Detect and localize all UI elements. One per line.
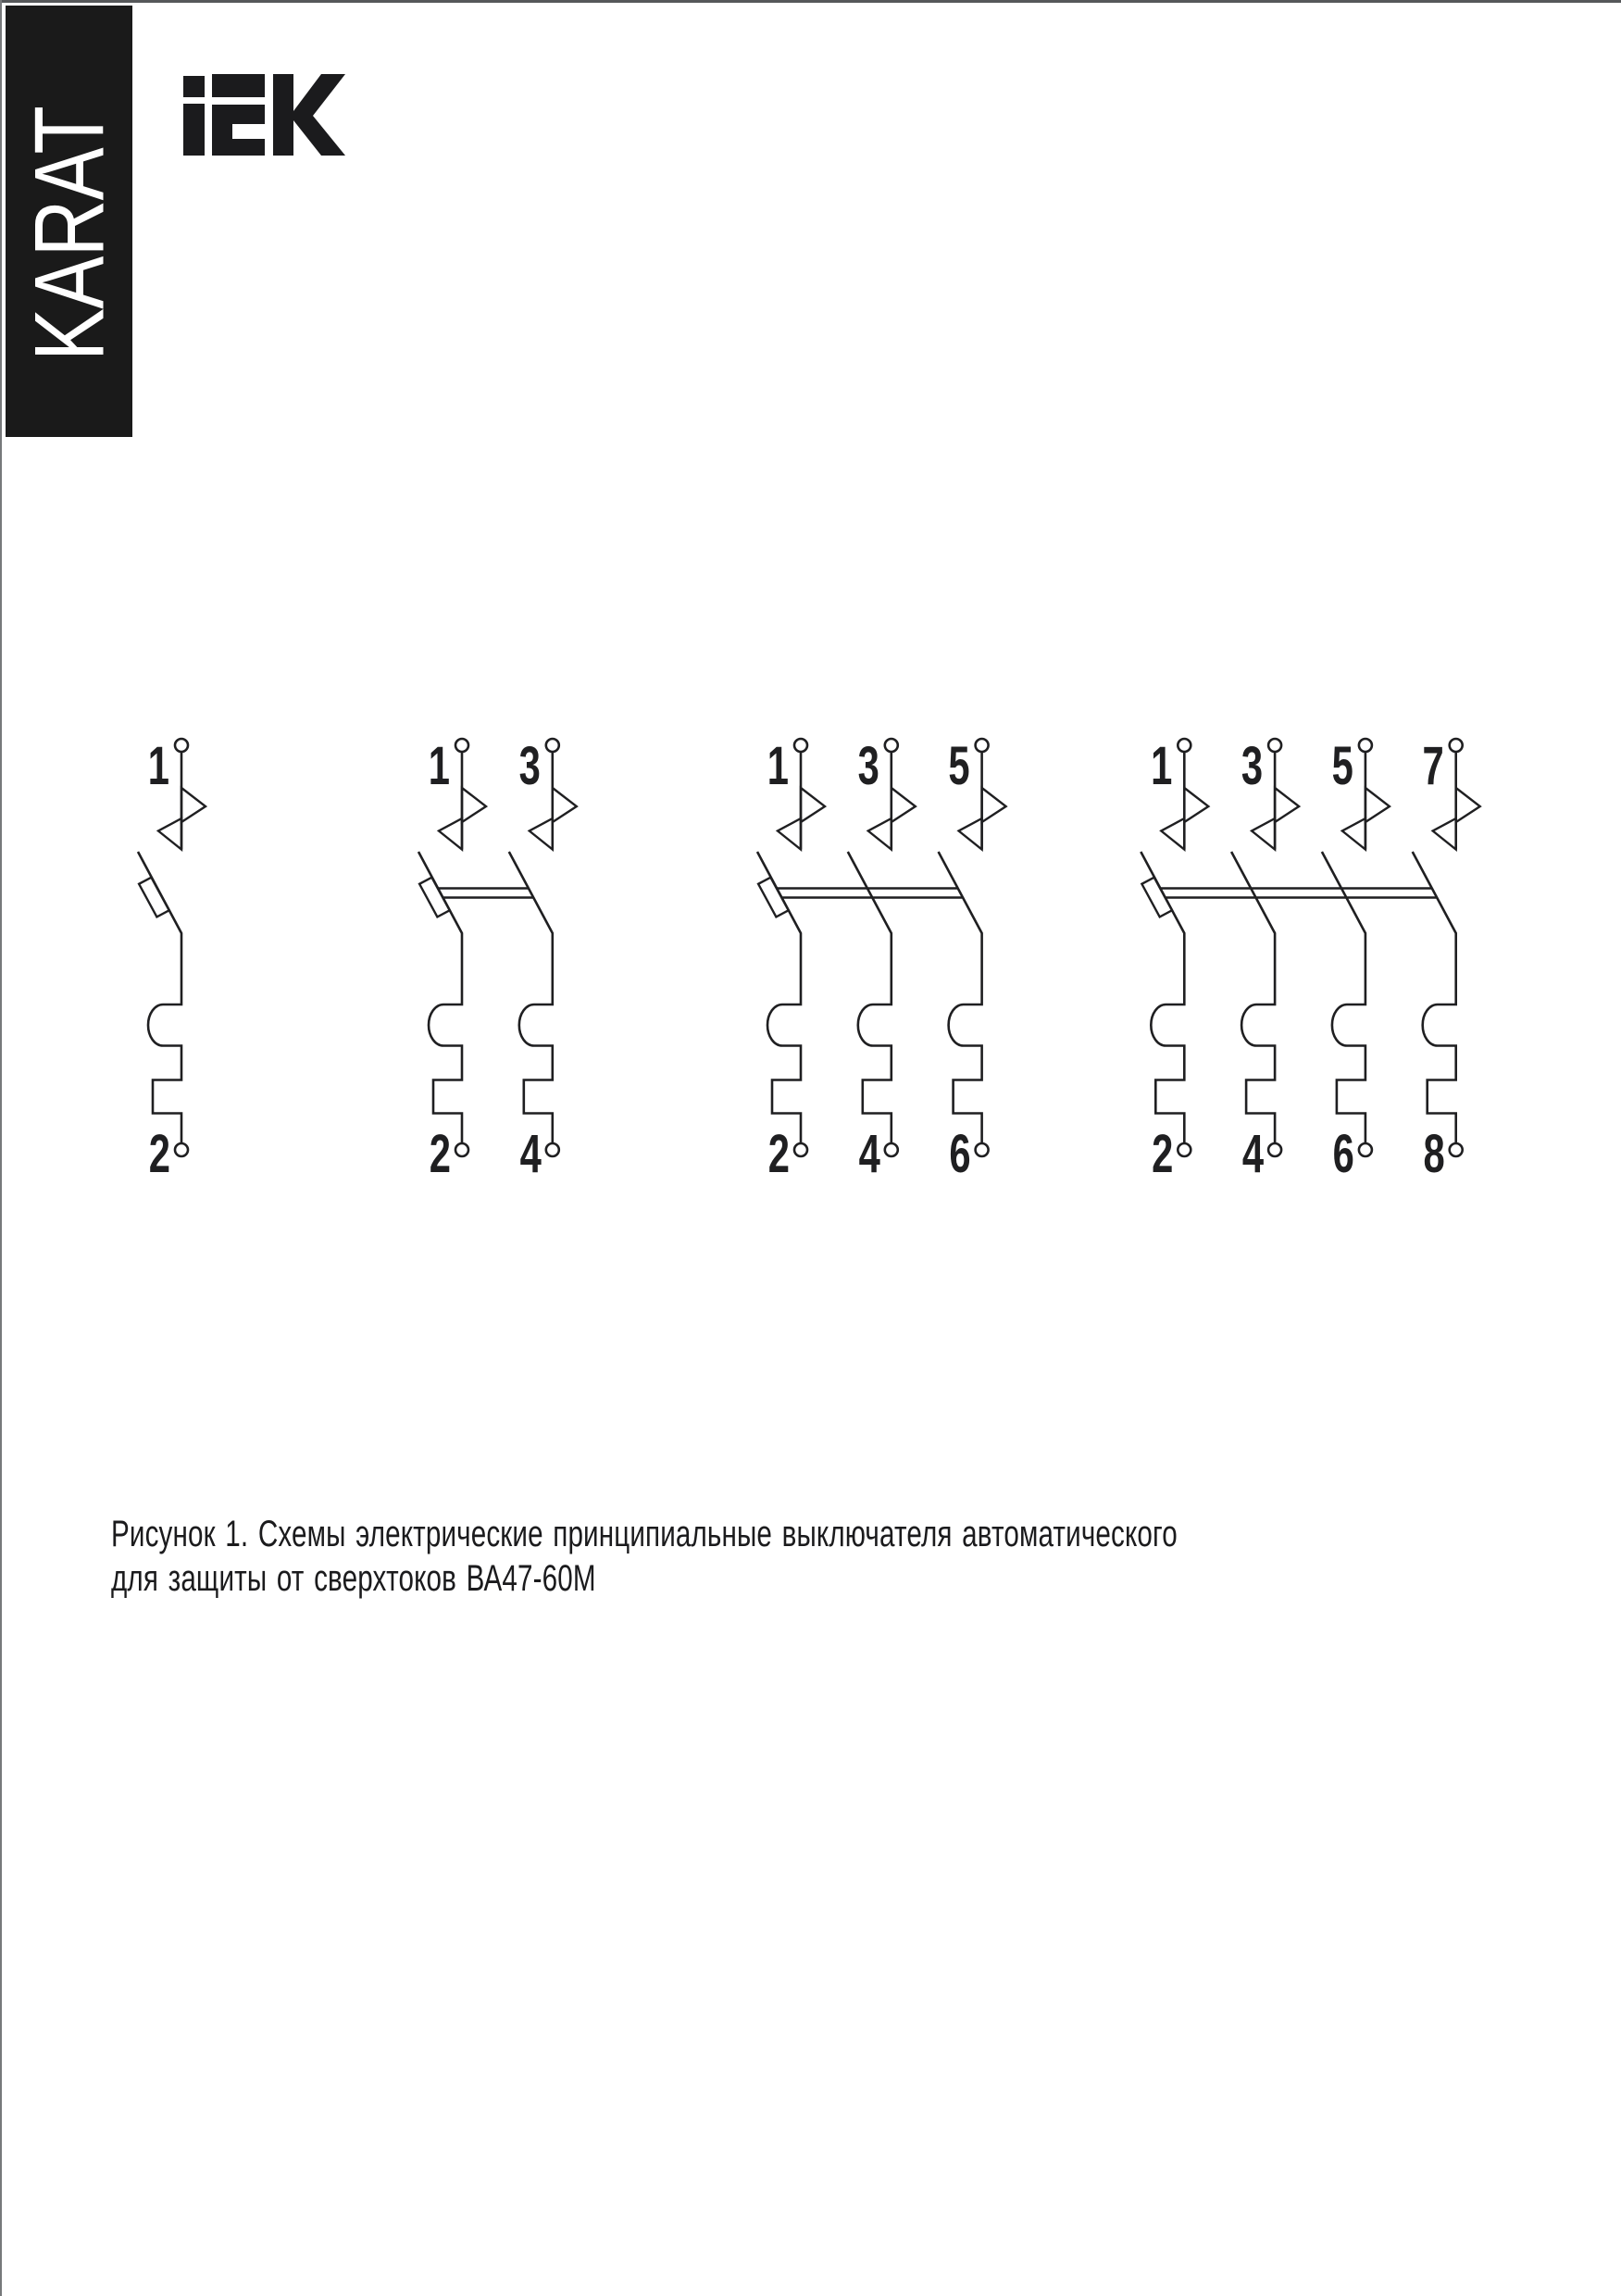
terminal-circle-top [885,739,898,752]
contact-symbol-upper [801,788,825,822]
contact-symbol-upper [553,788,577,822]
contact-symbol-upper [1365,788,1390,822]
breaker-pole [1141,735,1208,1183]
terminal-label-top: 7 [1422,735,1444,796]
contact-symbol-lower [1161,818,1184,850]
breaker-pole [509,735,577,1183]
terminal-label-bottom: 4 [1241,1123,1265,1184]
terminal-circle-top [1268,739,1281,752]
terminal-circle-top [455,739,468,752]
terminal-circle-bottom [885,1143,898,1156]
contact-symbol-lower [439,818,462,850]
pole-body-wire [1413,852,1456,1143]
pole-body-wire [848,852,892,1143]
terminal-circle-bottom [1450,1143,1463,1156]
breaker-pole [1322,735,1390,1183]
terminal-circle-top [794,739,807,752]
terminal-label-top: 5 [1331,735,1353,796]
terminal-circle-bottom [175,1143,188,1156]
terminal-circle-top [1178,739,1191,752]
breaker-pole [848,735,916,1183]
contact-symbol-upper [1184,788,1208,822]
contact-symbol-lower [868,818,892,850]
terminal-label-bottom: 2 [1152,1123,1174,1184]
terminal-label-bottom: 4 [858,1123,880,1184]
terminal-label-top: 1 [767,735,789,796]
terminal-circle-bottom [546,1143,559,1156]
terminal-circle-bottom [976,1143,989,1156]
diagram-2-pole [418,735,577,1183]
caption-line-2: для защиты от сверхтоков ВА47-60М [111,1558,596,1599]
contact-symbol-lower [530,818,553,850]
breaker-pole [138,735,206,1183]
terminal-label-bottom: 2 [429,1123,451,1184]
contact-symbol-upper [982,788,1006,822]
terminal-label-top: 3 [1241,735,1264,796]
terminal-label-bottom: 6 [949,1123,971,1184]
contact-symbol-lower [778,818,801,850]
terminal-label-bottom: 2 [148,1123,170,1184]
contact-symbol-upper [892,788,916,822]
figure-caption [111,1512,1178,1601]
contact-symbol-lower [1342,818,1365,850]
contact-symbol-lower [1433,818,1456,850]
contact-symbol-lower [1252,818,1275,850]
pole-body-wire [1322,852,1365,1143]
contact-symbol-upper [462,788,486,822]
caption-line-1: Рисунок 1. Схемы электрические принципиальные выключателя автоматического [111,1514,1178,1554]
terminal-label-bottom: 2 [767,1123,790,1184]
diagram-4-pole [1141,735,1479,1183]
terminal-label-bottom: 4 [519,1123,542,1184]
terminal-circle-top [976,739,989,752]
terminal-circle-top [1359,739,1372,752]
terminal-circle-top [1450,739,1463,752]
release-box [139,878,169,917]
terminal-circle-bottom [794,1143,807,1156]
breaker-pole [757,735,825,1183]
contact-symbol-upper [1456,788,1480,822]
terminal-circle-bottom [1178,1143,1191,1156]
terminal-label-top: 1 [147,735,169,796]
breaker-pole [1413,735,1480,1183]
terminal-label-bottom: 8 [1423,1123,1445,1184]
terminal-label-top: 3 [857,735,879,796]
terminal-label-top: 1 [1151,735,1173,796]
pole-body-wire [509,852,553,1143]
pole-body-wire [939,852,982,1143]
terminal-circle-top [175,739,188,752]
terminal-circle-bottom [1268,1143,1281,1156]
terminal-label-bottom: 6 [1332,1123,1354,1184]
diagram-1-pole [138,735,206,1183]
diagram-3-pole [757,735,1006,1183]
breaker-pole [418,735,486,1183]
contact-symbol-upper [1275,788,1299,822]
breaker-pole [939,735,1006,1183]
contact-symbol-upper [181,788,206,822]
terminal-label-top: 5 [948,735,970,796]
breaker-pole [1231,735,1299,1183]
terminal-circle-bottom [455,1143,468,1156]
terminal-label-top: 1 [428,735,450,796]
contact-symbol-lower [158,818,181,850]
contact-symbol-lower [959,818,982,850]
terminal-circle-bottom [1359,1143,1372,1156]
terminal-circle-top [546,739,559,752]
terminal-label-top: 3 [518,735,541,796]
pole-body-wire [1231,852,1275,1143]
karat-brand-text: KARAT [13,106,125,361]
